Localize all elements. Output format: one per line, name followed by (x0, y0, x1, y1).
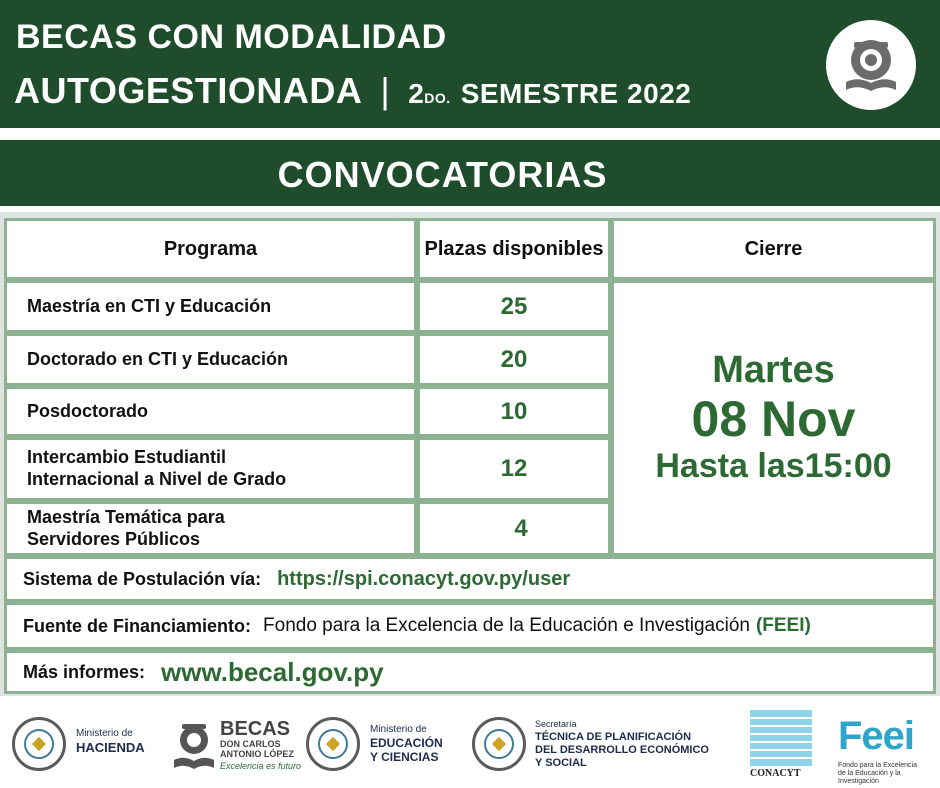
header-banner (0, 0, 940, 128)
semester-text: SEMESTRE 2022 (460, 78, 692, 109)
conacyt-name: CONACYT (750, 768, 801, 779)
plazas-value: 20 (417, 333, 611, 386)
paraguay-seal-icon (12, 717, 66, 771)
mec-name1: EDUCACIÓN (370, 736, 443, 750)
becal-logo (826, 20, 916, 110)
informes-row (4, 650, 936, 694)
section-title: CONVOCATORIAS (277, 154, 608, 195)
fuente-row (4, 602, 936, 650)
title-modality: AUTOGESTIONADA (14, 70, 363, 111)
stp-name2: DEL DESARROLLO ECONÓMICO (535, 744, 709, 756)
informes-label: Más informes: (23, 661, 146, 682)
becas-title: BECAS (220, 718, 291, 740)
postulacion-label: Sistema de Postulación vía: (23, 568, 262, 589)
mec-top: Ministerio de (370, 724, 427, 735)
title-line-2 (14, 70, 691, 112)
program-name: Doctorado en CTI y Educación (4, 333, 417, 386)
paraguay-seal-icon (306, 717, 360, 771)
header-programa: Programa (4, 218, 417, 280)
title-separator: | (380, 70, 391, 111)
feei-logo: Feei (838, 714, 915, 758)
fuente-label: Fuente de Financiamiento: (23, 615, 252, 636)
conacyt-logo-icon (750, 710, 812, 766)
stp-name1: TÉCNICA DE PLANIFICACIÓN (535, 731, 692, 743)
feei-sub2: de la Educación y la Investigación (838, 770, 901, 785)
stp-name3: Y SOCIAL (535, 757, 587, 769)
feei-sub1: Fondo para la Excelencia (838, 762, 917, 769)
semester-ordinal: DO. (424, 90, 451, 106)
semester-number: 2 (408, 78, 425, 109)
becal-locomotive-book-icon (826, 20, 916, 110)
postulacion-row (4, 556, 936, 602)
mec-name2: Y CIENCIAS (370, 750, 439, 764)
informes-link[interactable]: www.becal.gov.py (161, 656, 384, 687)
postulacion-link[interactable]: https://spi.conacyt.gov.py/user (277, 567, 571, 590)
program-name: Posdoctorado (4, 386, 417, 437)
header-plazas: Plazas disponibles (417, 218, 611, 280)
program-name: Maestría Temática para Servidores Públicos (4, 501, 417, 556)
becas-locomotive-icon (170, 718, 218, 772)
convocatorias-band (0, 140, 940, 206)
program-name: Intercambio Estudiantil Internacional a Nivel de Grado (4, 437, 417, 501)
footer-logos (0, 700, 940, 788)
hacienda-top: Ministerio de (76, 728, 133, 739)
cierre-cell (611, 280, 936, 556)
fuente-text: Fondo para la Excelencia de la Educación e Investigación (263, 615, 750, 636)
becas-slogan: Excelencia es futuro (220, 761, 302, 771)
plazas-value: 4 (417, 501, 611, 556)
plazas-value: 12 (417, 437, 611, 501)
stp-top: Secretaría (535, 719, 577, 729)
cierre-time: Hasta las15:00 (655, 446, 892, 485)
cierre-date: 08 Nov (691, 390, 856, 447)
program-name: Maestría en CTI y Educación (4, 280, 417, 333)
becas-sub2: ANTONIO LÓPEZ (220, 749, 294, 759)
plazas-value: 25 (417, 280, 611, 333)
header-cierre: Cierre (611, 218, 936, 280)
paraguay-seal-icon (472, 717, 526, 771)
fuente-acronym: (FEEI) (755, 615, 811, 636)
cierre-day: Martes (712, 349, 835, 392)
plazas-value: 10 (417, 386, 611, 437)
hacienda-name: HACIENDA (76, 740, 145, 755)
title-line-1: BECAS CON MODALIDAD (16, 18, 447, 56)
becas-sub1: DON CARLOS (220, 739, 281, 749)
